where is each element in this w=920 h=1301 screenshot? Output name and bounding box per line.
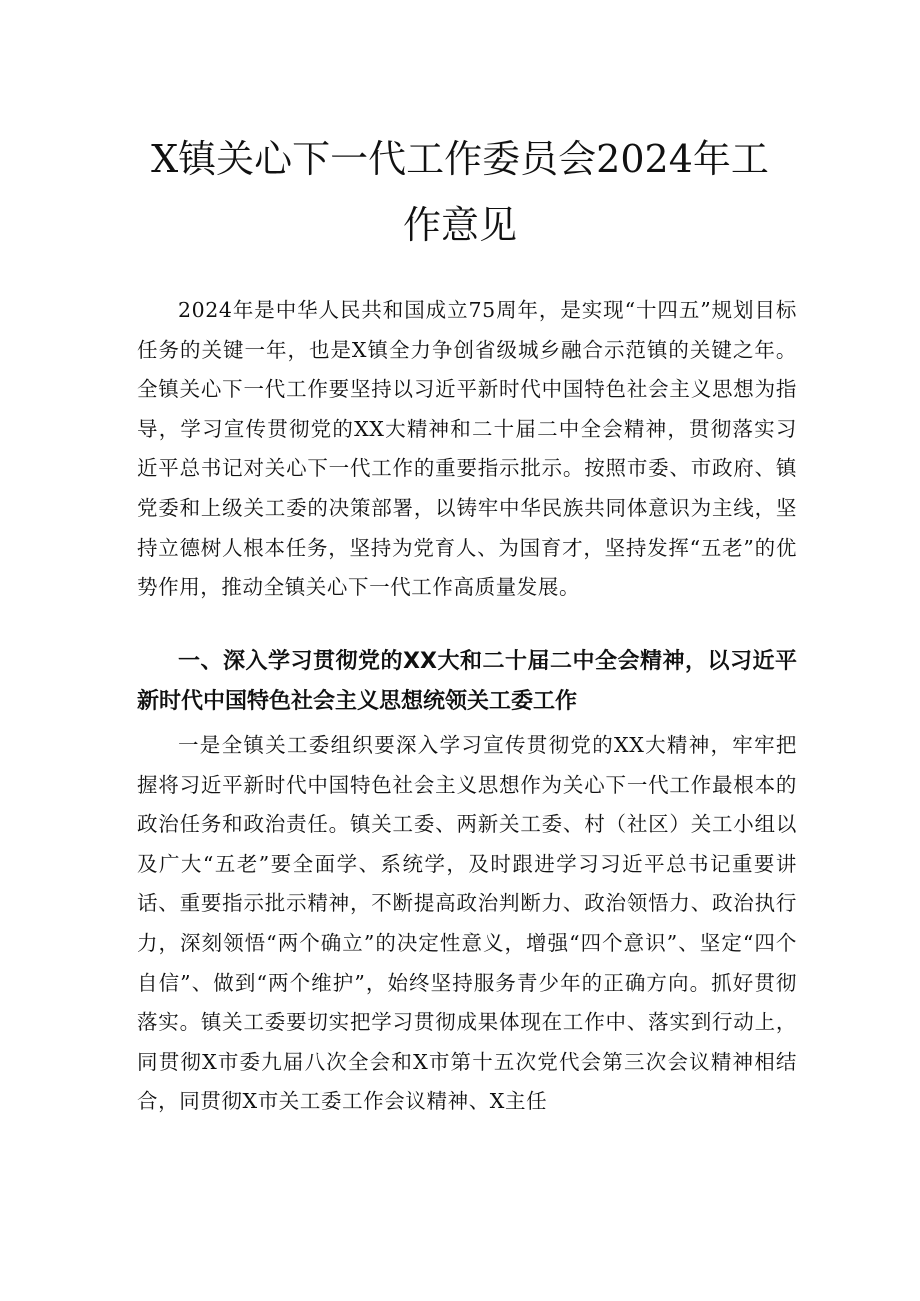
body-paragraph: 一是全镇关工委组织要深入学习宣传贯彻党的XX大精神，牢牢把握将习近平新时代中国特色社会主义思想作为关心下一代工作最根本的政治任务和政治责任。镇关工委、两新关工委、村（社区）关工小组以及广大“五老”要全面学、系统学，及时跟进学习习近平总书记重要讲话、重要指示批示精神，不断提高政治判断力、政治领悟力、政治执行力，深刻领悟“两个确立”的决定性意义，增强“四个意识”、坚定“四个自信”、做到“两个维护”，始终坚持服务青少年的正确方向。抓好贯彻落实。镇关工委要切实把学习贯彻成果体现在工作中、落实到行动上，同贯彻X市委九届八次全会和X市第十五次党代会第三次会议精神相结合，同贯彻X市关工委工作会议精神、X主任 [137,733,797,1114]
section-heading: 一、深入学习贯彻党的XX大和二十届二中全会精神，以习近平新时代中国特色社会主义思想统领关工委工作 [137,649,797,714]
intro-paragraph: 2024年是中华人民共和国成立75周年，是实现“十四五”规划目标任务的关键一年，也是X镇全力争创省级城乡融合示范镇的关键之年。全镇关心下一代工作要坚持以习近平新时代中国特色社会主义思想为指导，学习宣传贯彻党的XX大精神和二十届二中全会精神，贯彻落实习近平总书记对关心下一代工作的重要指示批示。按照市委、市政府、镇党委和上级关工委的决策部署，以铸牢中华民族共同体意识为主线，坚持立德树人根本任务，坚持为党育人、为国育才，坚持发挥“五老”的优势作用，推动全镇关心下一代工作高质量发展。 [137,298,797,600]
document-title: X镇关心下一代工作委员会2024年工作意见 [151,137,769,247]
